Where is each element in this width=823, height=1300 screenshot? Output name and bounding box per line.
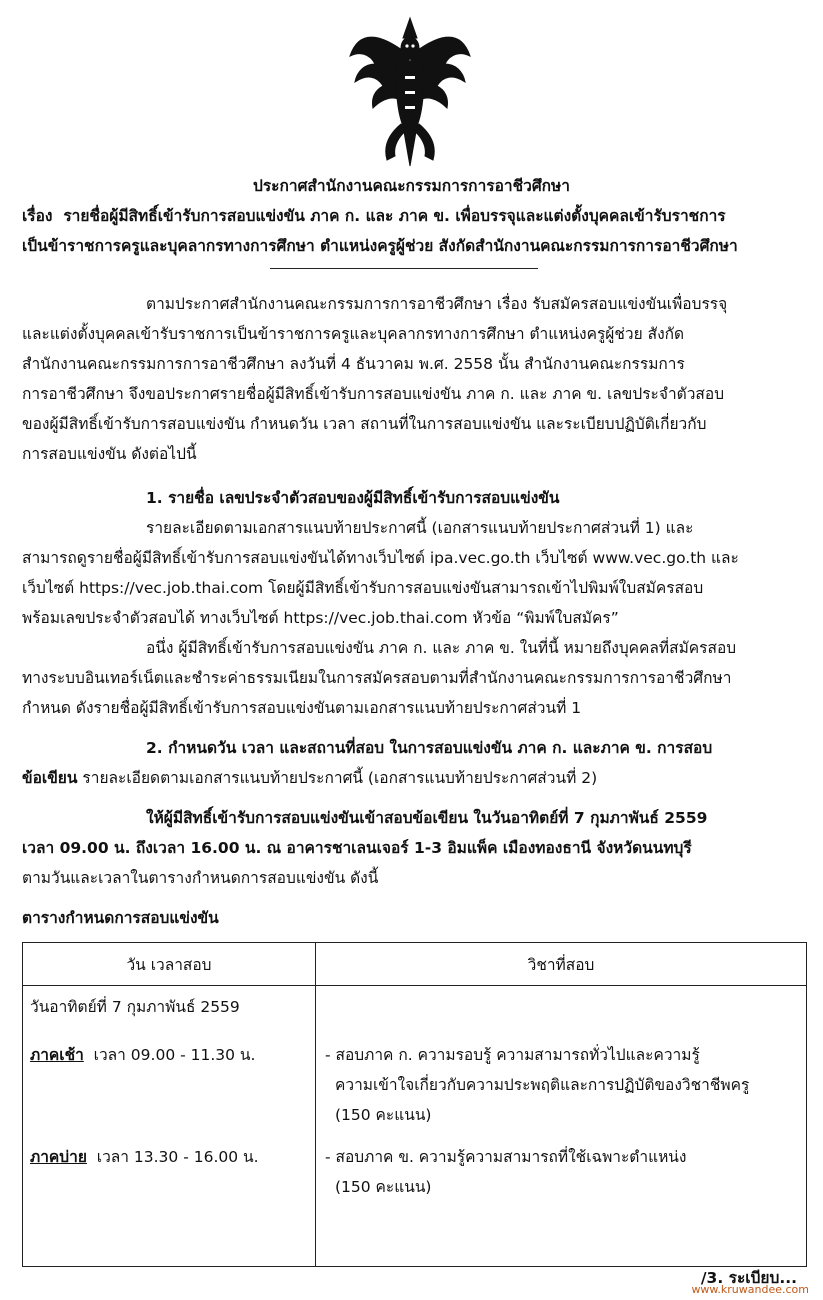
schedule-date: วันอาทิตย์ที่ 7 กุมภาพันธ์ 2559: [30, 998, 240, 1016]
subject-line-2: เป็นข้าราชการครูและบุคลากรทางการศึกษา ตำแหน่งครูผู้ช่วย สังกัดสำนักงานคณะกรรมการการอาชีวศึกษา: [22, 237, 738, 255]
section1-para1-line-3: เว็บไซต์ https://vec.job.thai.com โดยผู้มีสิทธิ์เข้ารับการสอบแข่งขันสามารถเข้าไปพิมพ์ใบสมัครสอบ: [22, 579, 704, 597]
intro-line-2: และแต่งตั้งบุคคลเข้ารับราชการเป็นข้าราชการครูและบุคลากรทางการศึกษา ตำแหน่งครูผู้ช่วย สังกัด: [22, 325, 685, 343]
schedule-table: [22, 942, 807, 1267]
schedule-subject-cell: [316, 986, 807, 1267]
afternoon-subject-line-2: (150 คะแนน): [335, 1178, 432, 1196]
schedule-col-subject: วิชาที่สอบ: [316, 943, 807, 986]
title-separator: [270, 268, 538, 269]
section2-heading-line-2: [22, 768, 597, 788]
intro-line-6: การสอบแข่งขัน ดังต่อไปนี้: [22, 445, 197, 463]
intro-line-3: สำนักงานคณะกรรมการการอาชีวศึกษา ลงวันที่ 4 ธันวาคม พ.ศ. 2558 นั้น สำนักงานคณะกรรมการ: [22, 355, 685, 373]
afternoon-label: ภาคบ่าย: [30, 1148, 87, 1166]
section2-heading-rest: รายละเอียดตามเอกสารแนบท้ายประกาศนี้ (เอกสารแนบท้ายประกาศส่วนที่ 2): [77, 769, 598, 787]
section1-para2-line-2: ทางระบบอินเทอร์เน็ตและชำระค่าธรรมเนียมในการสมัครสอบตามที่สำนักงานคณะกรรมการการอาชีวศึกษา: [22, 669, 732, 687]
schedule-header-row: [23, 943, 807, 986]
afternoon-subject-line-1: - สอบภาค ข. ความรู้ความสามารถที่ใช้เฉพาะตำแหน่ง: [325, 1148, 687, 1166]
schedule-col-time: วัน เวลาสอบ: [23, 943, 316, 986]
agency-title: ประกาศสำนักงานคณะกรรมการการอาชีวศึกษา: [253, 177, 570, 195]
intro-line-5: ของผู้มีสิทธิ์เข้ารับการสอบแข่งขัน กำหนดวัน เวลา สถานที่ในการสอบแข่งขัน และระเบียบปฏิบัติเกี่ยวกับ: [22, 415, 707, 433]
section1-para1-line-2: สามารถดูรายชื่อผู้มีสิทธิ์เข้ารับการสอบแข่งขันได้ทางเว็บไซต์ ipa.vec.go.th เว็บไซต์ www.vec.go.th และ: [22, 549, 739, 567]
schedule-morning: [30, 1045, 255, 1065]
morning-label: ภาคเช้า: [30, 1046, 84, 1064]
section2-heading: 2. กำหนดวัน เวลา และสถานที่สอบ ในการสอบแข่งขัน ภาค ก. และภาค ข. การสอบ: [146, 739, 713, 757]
morning-time: เวลา 09.00 - 11.30 น.: [93, 1046, 256, 1064]
section1-para1-line-4: พร้อมเลขประจำตัวสอบได้ ทางเว็บไซต์ https://vec.job.thai.com หัวข้อ “พิมพ์ใบสมัคร”: [22, 609, 619, 627]
next-page-marker: /3. ระเบียบ...: [700, 1269, 797, 1287]
section2-bold-line-1: ให้ผู้มีสิทธิ์เข้ารับการสอบแข่งขันเข้าสอบข้อเขียน ในวันอาทิตย์ที่ 7 กุมภาพันธ์ 2559: [146, 809, 708, 827]
garuda-emblem-icon: [345, 16, 475, 168]
morning-subject-line-3: (150 คะแนน): [335, 1106, 432, 1124]
schedule-afternoon: [30, 1147, 259, 1167]
section2-heading-cont: ข้อเขียน: [22, 769, 78, 787]
subject-line-1: [22, 206, 726, 226]
morning-subject-line-1: - สอบภาค ก. ความรอบรู้ ความสามารถทั่วไปและความรู้: [325, 1046, 700, 1064]
subject-text-1: รายชื่อผู้มีสิทธิ์เข้ารับการสอบแข่งขัน ภาค ก. และ ภาค ข. เพื่อบรรจุและแต่งตั้งบุคคลเข้ารับราชการ: [63, 207, 726, 225]
schedule-title: ตารางกำหนดการสอบแข่งขัน: [22, 909, 219, 927]
schedule-time-cell: [23, 986, 316, 1267]
section1-para2-line-1: อนึ่ง ผู้มีสิทธิ์เข้ารับการสอบแข่งขัน ภาค ก. และ ภาค ข. ในที่นี้ หมายถึงบุคคลที่สมัครสอบ: [146, 639, 737, 657]
watermark-url: www.kruwandee.com: [691, 1283, 809, 1296]
morning-subject-line-2: ความเข้าใจเกี่ยวกับความประพฤติและการปฏิบัติของวิชาชีพครู: [335, 1076, 750, 1094]
section1-para1-line-1: รายละเอียดตามเอกสารแนบท้ายประกาศนี้ (เอกสารแนบท้ายประกาศส่วนที่ 1) และ: [146, 519, 694, 537]
intro-line-4: การอาชีวศึกษา จึงขอประกาศรายชื่อผู้มีสิทธิ์เข้ารับการสอบแข่งขัน ภาค ก. และ ภาค ข. เลขประจำตัวสอบ: [22, 385, 725, 403]
afternoon-time: เวลา 13.30 - 16.00 น.: [96, 1148, 259, 1166]
intro-line-1: ตามประกาศสำนักงานคณะกรรมการการอาชีวศึกษา เรื่อง รับสมัครสอบแข่งขันเพื่อบรรจุ: [146, 295, 728, 313]
section2-tail: ตามวันและเวลาในตารางกำหนดการสอบแข่งขัน ดังนี้: [22, 869, 379, 887]
section1-heading: 1. รายชื่อ เลขประจำตัวสอบของผู้มีสิทธิ์เข้ารับการสอบแข่งขัน: [146, 489, 560, 507]
schedule-row: [23, 986, 807, 1267]
section2-bold-line-2: เวลา 09.00 น. ถึงเวลา 16.00 น. ณ อาคารชาเลนเจอร์ 1-3 อิมแพ็ค เมืองทองธานี จังหวัดนนทบุรี: [22, 839, 692, 857]
section1-para2-line-3: กำหนด ดังรายชื่อผู้มีสิทธิ์เข้ารับการสอบแข่งขันตามเอกสารแนบท้ายประกาศส่วนที่ 1: [22, 699, 582, 717]
subject-label: เรื่อง: [22, 207, 53, 225]
